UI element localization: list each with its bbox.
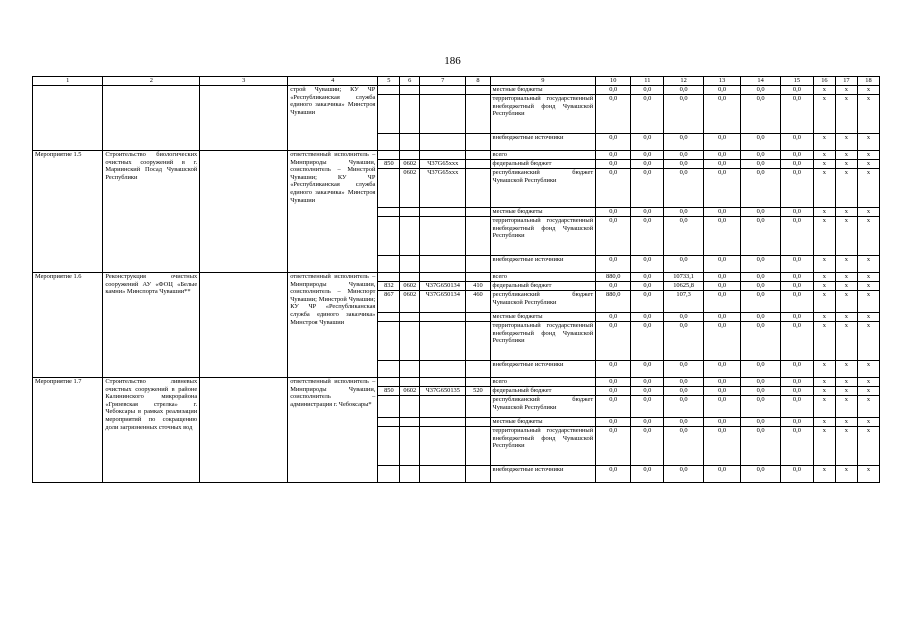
header-cell: 5 — [378, 77, 400, 86]
source-cell: всего — [490, 273, 596, 282]
source-cell: местные бюджеты — [490, 208, 596, 217]
source-cell: федеральный бюджет — [490, 387, 596, 396]
header-cell: 16 — [813, 77, 835, 86]
table-row: Мероприятие 1.7 Строительство ливневых очистных сооружений в районе Калининского микрорайона «Грязевская стрелка» г. Чебоксары в рамках реализации мероприятий по сокращению доли загрязненных сточных вод ответственный исполнитель – Минприроды Чувашии, соисполнитель – администрация г. Чебоксары* всего 0,0 0,0 0,0 0,0 0,0 0,0 x x x — [33, 378, 880, 387]
header-cell: 1 — [33, 77, 103, 86]
header-cell: 6 — [400, 77, 420, 86]
executor-cell: ответственный исполнитель – Минприроды Чувашии, соисполнитель – Минспорт Чувашии; Минстрой Чувашии; КУ ЧР «Республиканская служба единого заказчика» Минстроя Чувашии — [288, 273, 378, 378]
header-cell: 3 — [200, 77, 288, 86]
header-cell: 15 — [780, 77, 813, 86]
source-cell: территориальный государственный внебюджетный фонд Чувашской Республики — [490, 427, 596, 466]
table-row: внебюджетные источники 0,0 0,0 0,0 0,0 0,0 0,0 x x x — [33, 256, 880, 273]
header-cell: 18 — [857, 77, 879, 86]
table-row: территориальный государственный внебюджетный фонд Чувашской Республики 0,0 0,0 0,0 0,0 0,0 0,0 x x x — [33, 217, 880, 256]
source-cell: местные бюджеты — [490, 86, 596, 95]
executor-cell: ответственный исполнитель – Минприроды Чувашии, соисполнитель – Минстрой Чувашии; КУ ЧР «Республиканская служба единого заказчика» Минстроя Чувашии — [288, 151, 378, 273]
table-row: внебюджетные источники 0,0 0,0 0,0 0,0 0,0 0,0 x x x — [33, 361, 880, 378]
header-cell: 12 — [664, 77, 704, 86]
header-cell: 8 — [466, 77, 490, 86]
header-cell: 7 — [420, 77, 466, 86]
measure-name: Строительство биологических очистных сооружений в г. Мариинский Посад Чувашской Республики — [103, 151, 200, 273]
table-row: внебюджетные источники 0,0 0,0 0,0 0,0 0,0 0,0 x x x — [33, 466, 880, 483]
table-row: территориальный государственный внебюджетный фонд Чувашской Республики 0,0 0,0 0,0 0,0 0,0 0,0 x x x — [33, 427, 880, 466]
source-cell: федеральный бюджет — [490, 160, 596, 169]
source-cell: внебюджетные источники — [490, 466, 596, 483]
source-cell: внебюджетные источники — [490, 361, 596, 378]
page-number: 186 — [444, 55, 461, 67]
source-cell: территориальный государственный внебюджетный фонд Чувашской Республики — [490, 322, 596, 361]
executor-cell: строй Чувашии; КУ ЧР «Республиканская служба единого заказчика» Минстроя Чувашии — [288, 86, 378, 151]
source-cell: территориальный государственный внебюджетный фонд Чувашской Республики — [490, 95, 596, 134]
table-row: территориальный государственный внебюджетный фонд Чувашской Республики 0,0 0,0 0,0 0,0 0,0 0,0 x x x — [33, 95, 880, 134]
table-row: 832 0602 Ч37G650134 410 федеральный бюджет 0,0 0,0 10625,8 0,0 0,0 0,0 x x x — [33, 282, 880, 291]
table-row: Мероприятие 1.6 Реконструкция очистных сооружений АУ «ФОЦ «Белые камни» Минспорта Чувашии** ответственный исполнитель – Минприроды Чувашии, соисполнитель – Минспорт Чувашии; Минстрой Чувашии; КУ ЧР «Республиканская служба единого заказчика» Минстроя Чувашии всего 880,0 0,0 10733,1 0,0 0,0 0,0 x x x — [33, 273, 880, 282]
measure-name: Реконструкция очистных сооружений АУ «ФОЦ «Белые камни» Минспорта Чувашии** — [103, 273, 200, 378]
table-row: 850 0602 Ч37G65ххх федеральный бюджет 0,0 0,0 0,0 0,0 0,0 0,0 x x x — [33, 160, 880, 169]
table-row: 850 0602 Ч37G650135 520 федеральный бюджет 0,0 0,0 0,0 0,0 0,0 0,0 x x x — [33, 387, 880, 396]
source-cell: территориальный государственный внебюджетный фонд Чувашской Республики — [490, 217, 596, 256]
table-row: местные бюджеты 0,0 0,0 0,0 0,0 0,0 0,0 x x x — [33, 418, 880, 427]
header-cell: 10 — [596, 77, 631, 86]
table-row: внебюджетные источники 0,0 0,0 0,0 0,0 0,0 0,0 x x x — [33, 134, 880, 151]
source-cell: федеральный бюджет — [490, 282, 596, 291]
source-cell: местные бюджеты — [490, 313, 596, 322]
source-cell: республиканский бюджет Чувашской Республики — [490, 169, 596, 208]
header-cell: 11 — [631, 77, 664, 86]
source-cell: местные бюджеты — [490, 418, 596, 427]
executor-cell: ответственный исполнитель – Минприроды Чувашии, соисполнитель – администрация г. Чебоксары* — [288, 378, 378, 483]
measure-label: Мероприятие 1.7 — [33, 378, 103, 483]
measure-label: Мероприятие 1.5 — [33, 151, 103, 273]
source-cell: республиканский бюджет Чувашской Республики — [490, 291, 596, 313]
table-row: местные бюджеты 0,0 0,0 0,0 0,0 0,0 0,0 x x x — [33, 208, 880, 217]
table-row: местные бюджеты 0,0 0,0 0,0 0,0 0,0 0,0 x x x — [33, 313, 880, 322]
program-table — [32, 76, 880, 483]
table-row: 0602 Ч37G65ххх республиканский бюджет Чувашской Республики 0,0 0,0 0,0 0,0 0,0 0,0 x x x — [33, 169, 880, 208]
header-cell: 17 — [835, 77, 857, 86]
table-row: Мероприятие 1.5 Строительство биологических очистных сооружений в г. Мариинский Посад Чувашской Республики ответственный исполнитель – Минприроды Чувашии, соисполнитель – Минстрой Чувашии; КУ ЧР «Республиканская служба единого заказчика» Минстроя Чувашии всего 0,0 0,0 0,0 0,0 0,0 0,0 x x x — [33, 151, 880, 160]
source-cell: внебюджетные источники — [490, 134, 596, 151]
source-cell: республиканский бюджет Чувашской Республики — [490, 396, 596, 418]
table-row: республиканский бюджет Чувашской Республики 0,0 0,0 0,0 0,0 0,0 0,0 x x x — [33, 396, 880, 418]
source-cell: внебюджетные источники — [490, 256, 596, 273]
header-cell: 9 — [490, 77, 596, 86]
measure-name: Строительство ливневых очистных сооружений в районе Калининского микрорайона «Грязевская стрелка» г. Чебоксары в рамках реализации мероприятий по сокращению доли загрязненных сточных вод — [103, 378, 200, 483]
table-row: строй Чувашии; КУ ЧР «Республиканская служба единого заказчика» Минстроя Чувашии местные бюджеты 0,0 0,0 0,0 0,0 0,0 0,0 x x x — [33, 86, 880, 95]
header-cell: 2 — [103, 77, 200, 86]
source-cell: всего — [490, 151, 596, 160]
header-cell: 4 — [288, 77, 378, 86]
table-row: 867 0602 Ч37G650134 460 республиканский бюджет Чувашской Республики 880,0 0,0 107,3 0,0 0,0 0,0 x x x — [33, 291, 880, 313]
measure-label: Мероприятие 1.6 — [33, 273, 103, 378]
header-cell: 13 — [703, 77, 740, 86]
source-cell: всего — [490, 378, 596, 387]
header-row — [33, 77, 880, 86]
header-cell: 14 — [741, 77, 781, 86]
table-row: территориальный государственный внебюджетный фонд Чувашской Республики 0,0 0,0 0,0 0,0 0,0 0,0 x x x — [33, 322, 880, 361]
